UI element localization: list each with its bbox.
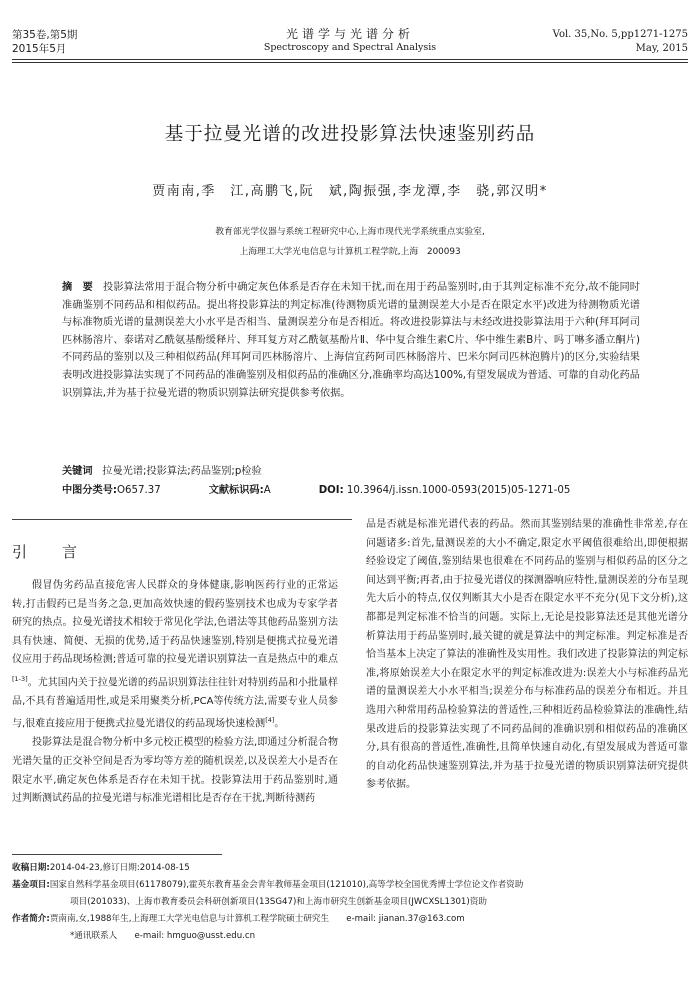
journal-name-cn: 光谱学与光谱分析 [285,27,414,41]
header-rule-thin [12,62,688,63]
keywords-label: 关键词 [62,466,93,477]
header-rule [12,59,688,60]
keywords-block [62,462,662,500]
intro-paragraph-2: 投影算法是混合物分析中多元校正模型的检验方法,即通过分析混合物光谱矢量的正交补空间是否为零均等方差的随机误差,以及误差大小是否在限定水平,确定灰色体系是否存在未知干扰。投影算法用于药品鉴别时,通过判断测试药品的拉曼光谱与标准光谱相比是否存在干扰,判断待测药 [12,737,338,805]
abstract-label: 摘 要 [62,282,93,293]
affiliation-line: 教育部光学仪器与系统工程研究中心,上海市现代光学系统重点实验室, [215,227,485,237]
doi-value: 10.3964/j.issn.1000-0593(2015)05-1271-05 [346,485,571,496]
author-bio: 作者简介:贾南南,女,1988年生,上海理工大学光电信息与计算机工程学院硕士研究生 e-mail: jianan.37@163.com [12,914,465,924]
section-divider [12,519,352,520]
section-heading: 引 言 [12,543,88,561]
abstract [62,279,640,402]
volume-issue-en: Vol. 35,No. 5,pp1271-1275 [552,29,688,40]
citation: [1-3] [12,674,28,683]
keywords-line [62,462,662,481]
intro-left-column [12,577,338,809]
journal-name-en: Spectroscopy and Spectral Analysis [263,42,437,53]
fund-info-cont: 项目(201033)、上海市教育委员会科研创新项目(13SG47)和上海市研究生创新基金项目(JWCXSL1301)资助 [70,897,487,907]
footnote-rule [12,854,222,855]
abstract-text: 投影算法常用于混合物分析中确定灰色体系是否存在未知干扰,而在用于药品鉴别时,由于其判定标准不充分,故不能同时准确鉴别不同药品和相似药品。提出将投影算法的判定标准(待测物质光谱的量测误差大小是否在限定水平)改进为待测物质光谱与标准物质光谱的量测误差大小水平是否相当、量测误差分布是否相近。将改进投影算法与未经改进投影算法用于六种(拜耳阿司匹林肠溶片、泰诺对乙酰氨基酚缓释片、拜耳复方对乙酰氨基酚片Ⅱ、华中复合维生素C片、华中维生素B片、吗丁啉多潘立酮片)不同药品的鉴别以及三种相似药品(拜耳阿司匹林肠溶片、上海信宜药阿司匹林肠溶片、巴米尔阿司匹林泡腾片)的区分,实验结果表明改进投影算法实现了不同药品的准确鉴别及相似药品的准确区分,准确率均高达100%,有望发展成为普适、可靠的自动化药品识别算法,并为基于拉曼光谱的物质识别算法研究提供参考依据。 [62,282,640,399]
fund-info: 基金项目:国家自然科学基金项目(61178079),霍英东教育基金会青年教师基金项目(121010),高等学校全国优秀博士学位论文作者资助 [12,880,524,890]
doi-label: DOI: [318,485,344,496]
intro-right-column [366,516,688,795]
intro-paragraph-1: 假冒伪劣药品直接危害人民群众的身体健康,影响医药行业的正常运转,打击假药已是当务之急,更加高效快速的假药鉴别技术也成为专家学者研究的热点。拉曼光谱技术相较于常见化学法,色谱法等其他药品鉴别方法具有快速、简便、无损的优势,适于药品快速鉴别,特别是便携式拉曼光谱仪应用于药品现场检测;普适可靠的拉曼光谱识别算法一直是热点中的难点[1-3]。尤其国内关于拉曼光谱的药品识别算法往往针对特别药品和小批量样品,不具有普遍适用性,或是采用聚类分析,PCA等传统方法,需要专业人员参与,很难直接应用于便携式拉曼光谱仪的药品现场快速检测[4]。 [12,580,338,730]
date-en: May, 2015 [635,43,688,54]
affiliation-line: 上海理工大学光电信息与计算机工程学院,上海 200093 [239,247,461,257]
footnotes [12,860,688,945]
date-cn: 2015年5月 [12,43,67,55]
received-date: 收稿日期:2014-04-23,修订日期:2014-08-15 [12,863,190,873]
doc-code-label: 文献标识码: [208,485,264,496]
clc-label: 中图分类号: [62,485,118,496]
volume-issue-cn: 第35卷,第5期 [12,29,78,41]
corresponding-author: *通讯联系人 e-mail: hmguo@usst.edu.cn [70,931,256,941]
paper-title: 基于拉曼光谱的改进投影算法快速鉴别药品 [164,124,536,145]
author-list: 贾南南,季 江,高鹏飞,阮 斌,陶振强,李龙潭,李 骁,郭汉明* [152,184,548,199]
keywords-text: 拉曼光谱;投影算法;药品鉴别;p检验 [102,466,262,477]
doc-code-value: A [263,485,271,496]
citation: [4] [265,716,275,725]
classification-line [62,481,662,500]
intro-paragraph-2-cont: 品是否就是标准光谱代表的药品。然而其鉴别结果的准确性非常差,存在问题诸多:首先,量测误差的大小不确定,限定水平阈值很难给出,即便根据经验设定了阈值,鉴别结果也很难在不同药品的鉴别与相似药品的区分之间达到平衡;再者,由于拉曼光谱仪的探测器响应特性,量测误差的分布呈现先大后小的特点,仅仅判断其大小是否在限定水平不充分(见下文分析),这都都是判定标准不恰当的问题。实际上,无论是投影算法还是其他光谱分析算法用于药品鉴别时,最关键的就是算法中的判定标准。判定标准是否恰当基本上决定了算法的准确性及实用性。我们改进了投影算法的判定标准,将原始误差大小在限定水平的判定标准改进为:误差大小与标准药品光谱的量测误差大小水平相当;误差分布与标准药品的误差分布相近。并且选用六种常用药品检验算法的普适性,三种相近药品检验算法的准确性,结果改进后的投影算法实现了不同药品间的准确识别和相似药品的准确区分,具有很高的普适性,准确性,且简单快速自动化,有望发展成为普适可靠的自动化药品快速鉴别算法,并为基于拉曼光谱的物质识别算法研究提供参考依据。 [366,519,688,791]
affiliations [0,222,700,262]
journal-issue-en [553,28,688,56]
clc-value: O657.37 [117,485,161,496]
